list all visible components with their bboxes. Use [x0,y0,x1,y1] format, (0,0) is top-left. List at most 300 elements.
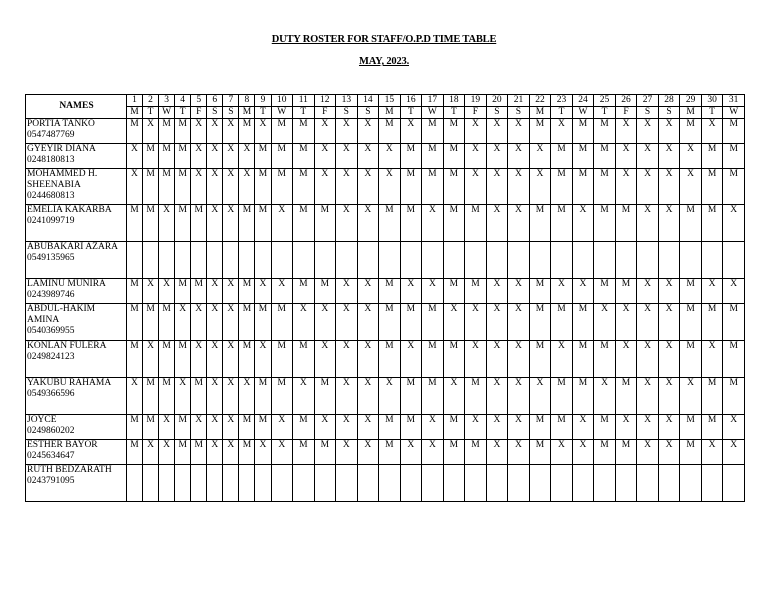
staff-phone: 0244680813 [27,191,75,201]
weekday-cell: F [615,107,637,119]
shift-cell: M [379,119,401,144]
shift-cell: X [126,169,142,205]
shift-cell: M [255,415,271,440]
weekday-cell: T [551,107,573,119]
shift-cell: X [572,279,594,304]
shift-cell: X [207,205,223,242]
weekday-cell: T [143,107,159,119]
date-cell: 12 [314,95,336,107]
shift-cell: X [336,169,358,205]
date-cell: 16 [400,95,422,107]
shift-cell: M [239,440,255,465]
shift-cell: X [314,119,336,144]
shift-cell: X [529,144,551,169]
shift-cell: M [572,144,594,169]
shift-cell: X [637,378,659,415]
shift-cell: X [336,279,358,304]
shift-cell: M [443,279,465,304]
shift-cell: X [293,378,315,415]
shift-cell: X [207,304,223,341]
shift-cell: M [594,144,616,169]
shift-cell: X [207,119,223,144]
shift-cell: X [658,304,680,341]
shift-cell: M [680,341,702,378]
shift-cell: M [465,205,487,242]
shift-cell: M [422,304,444,341]
shift-cell: X [486,440,508,465]
date-cell: 4 [175,95,191,107]
shift-cell: X [615,119,637,144]
shift-cell: M [594,279,616,304]
staff-row [26,279,745,304]
shift-cell: X [723,279,745,304]
staff-name-cell [26,440,127,465]
shift-cell: X [357,279,379,304]
shift-cell [336,465,358,502]
shift-cell [293,242,315,279]
staff-row [26,169,745,205]
shift-cell: M [723,119,745,144]
staff-name: RUTH BEDZARATH [27,465,112,475]
shift-cell: X [701,440,723,465]
shift-cell [223,242,239,279]
shift-cell: M [422,341,444,378]
weekday-cell: T [175,107,191,119]
staff-name: MOHAMMED H. SHEENABIA [27,169,98,190]
date-cell: 26 [615,95,637,107]
weekday-cell: F [191,107,207,119]
shift-cell: X [314,415,336,440]
shift-cell: X [255,279,271,304]
shift-cell: X [701,341,723,378]
shift-cell: X [357,304,379,341]
shift-cell: X [680,144,702,169]
shift-cell: M [701,205,723,242]
date-cell: 5 [191,95,207,107]
shift-cell: M [615,279,637,304]
dates-row [26,95,745,107]
staff-phone: 0241099719 [27,216,75,226]
weekday-cell: W [159,107,175,119]
date-cell: 23 [551,95,573,107]
shift-cell: X [422,205,444,242]
shift-cell: X [486,169,508,205]
shift-cell: X [486,378,508,415]
shift-cell: M [175,440,191,465]
weekday-cell: S [637,107,659,119]
shift-cell [223,465,239,502]
roster-title: DUTY ROSTER FOR STAFF/O.P.D TIME TABLE [271,34,497,45]
shift-cell: M [680,205,702,242]
shift-cell: X [508,415,530,440]
shift-cell: M [159,169,175,205]
shift-cell: X [357,341,379,378]
staff-name-cell [26,169,127,205]
shift-cell: X [271,205,293,242]
shift-cell [443,465,465,502]
shift-cell: X [191,119,207,144]
date-cell: 25 [594,95,616,107]
shift-cell: X [615,341,637,378]
shift-cell: X [336,415,358,440]
weekday-cell: T [255,107,271,119]
shift-cell: X [357,205,379,242]
staff-phone: 0245634647 [27,451,75,461]
date-cell: 27 [637,95,659,107]
shift-cell: X [422,415,444,440]
shift-cell [572,465,594,502]
weekdays-row [26,107,745,119]
shift-cell [486,242,508,279]
shift-cell [126,465,142,502]
shift-cell: X [486,341,508,378]
shift-cell: X [314,341,336,378]
shift-cell: X [357,144,379,169]
staff-row [26,119,745,144]
shift-cell: M [175,279,191,304]
shift-cell: M [594,341,616,378]
staff-row [26,465,745,502]
shift-cell: M [175,341,191,378]
shift-cell: M [680,415,702,440]
staff-name-cell [26,205,127,242]
shift-cell: X [486,279,508,304]
shift-cell: M [271,304,293,341]
shift-cell: X [486,205,508,242]
shift-cell: X [615,169,637,205]
shift-cell: X [191,144,207,169]
shift-cell: M [723,144,745,169]
shift-cell [143,465,159,502]
shift-cell: M [551,205,573,242]
shift-cell: M [551,169,573,205]
shift-cell: M [723,378,745,415]
staff-row [26,205,745,242]
shift-cell: M [239,341,255,378]
date-cell: 24 [572,95,594,107]
shift-cell: M [680,119,702,144]
shift-cell: M [175,119,191,144]
shift-cell [594,465,616,502]
staff-name-cell [26,341,127,378]
staff-phone: 0249860202 [27,426,75,436]
shift-cell: M [293,341,315,378]
shift-cell: X [443,304,465,341]
staff-name: JOYCE [27,415,57,425]
staff-name-cell [26,279,127,304]
shift-cell: X [239,378,255,415]
shift-cell: X [255,341,271,378]
date-cell: 15 [379,95,401,107]
shift-cell [239,242,255,279]
shift-cell: X [680,378,702,415]
shift-cell: X [239,144,255,169]
date-cell: 11 [293,95,315,107]
shift-cell: M [314,279,336,304]
weekday-cell: W [422,107,444,119]
shift-cell [357,465,379,502]
shift-cell: M [422,169,444,205]
shift-cell: M [615,205,637,242]
shift-cell: M [680,304,702,341]
weekday-cell: T [594,107,616,119]
shift-cell: X [465,304,487,341]
shift-cell: X [465,119,487,144]
shift-cell: X [637,119,659,144]
shift-cell: M [175,144,191,169]
shift-cell: X [357,119,379,144]
shift-cell: X [572,205,594,242]
shift-cell: M [143,144,159,169]
shift-cell: X [615,144,637,169]
shift-cell: M [529,205,551,242]
shift-cell: X [701,279,723,304]
shift-cell [658,242,680,279]
staff-row [26,341,745,378]
shift-cell: M [255,304,271,341]
shift-cell: X [191,304,207,341]
shift-cell: X [336,378,358,415]
shift-cell: X [680,169,702,205]
shift-cell: X [508,341,530,378]
shift-cell: M [126,304,142,341]
shift-cell [293,465,315,502]
shift-cell: X [207,341,223,378]
shift-cell: M [379,415,401,440]
shift-cell: X [723,440,745,465]
shift-cell [723,465,745,502]
shift-cell: X [143,440,159,465]
shift-cell [400,465,422,502]
shift-cell: M [529,440,551,465]
shift-cell: X [465,169,487,205]
shift-cell: X [637,144,659,169]
weekday-cell: F [314,107,336,119]
date-cell: 22 [529,95,551,107]
shift-cell: X [379,144,401,169]
shift-cell: X [658,440,680,465]
shift-cell: M [126,119,142,144]
shift-cell: X [271,440,293,465]
shift-cell: X [379,378,401,415]
shift-cell: X [207,440,223,465]
date-cell: 14 [357,95,379,107]
shift-cell: X [336,440,358,465]
weekday-cell: T [293,107,315,119]
shift-cell [191,242,207,279]
shift-cell: X [255,440,271,465]
shift-cell: X [336,144,358,169]
shift-cell: M [293,205,315,242]
shift-cell: X [508,205,530,242]
shift-cell: X [143,341,159,378]
weekday-cell: T [443,107,465,119]
shift-cell: X [223,279,239,304]
shift-cell: M [400,169,422,205]
shift-cell [379,242,401,279]
shift-cell: M [271,378,293,415]
shift-cell: X [191,169,207,205]
shift-cell [143,242,159,279]
staff-row [26,242,745,279]
shift-cell: X [486,144,508,169]
shift-cell [680,465,702,502]
shift-cell: M [126,341,142,378]
shift-cell: M [680,440,702,465]
shift-cell: M [255,205,271,242]
shift-cell: M [529,341,551,378]
duty-roster-table [25,94,745,502]
shift-cell: X [336,341,358,378]
shift-cell: X [400,279,422,304]
shift-cell: X [159,440,175,465]
shift-cell: M [159,119,175,144]
shift-cell [191,465,207,502]
shift-cell: X [255,119,271,144]
shift-cell: X [508,279,530,304]
staff-name: ABDUL-HAKIM AMINA [27,304,96,325]
staff-phone: 0243791095 [27,476,75,486]
shift-cell: M [191,205,207,242]
staff-phone: 0243989746 [27,290,75,300]
shift-cell: M [723,169,745,205]
staff-phone: 0549135965 [27,253,75,263]
date-cell: 17 [422,95,444,107]
shift-cell [175,465,191,502]
date-cell: 7 [223,95,239,107]
shift-cell: X [223,119,239,144]
shift-cell: M [594,415,616,440]
shift-cell: M [314,378,336,415]
shift-cell: M [126,279,142,304]
shift-cell: M [422,378,444,415]
shift-cell: X [572,440,594,465]
date-cell: 6 [207,95,223,107]
staff-row [26,415,745,440]
shift-cell: X [637,205,659,242]
staff-row [26,144,745,169]
shift-cell [508,465,530,502]
shift-cell: M [701,415,723,440]
shift-cell: X [175,304,191,341]
shift-cell: M [271,144,293,169]
shift-cell: X [529,169,551,205]
shift-cell: M [293,119,315,144]
shift-cell: M [239,415,255,440]
shift-cell: M [400,415,422,440]
shift-cell [637,465,659,502]
shift-cell [159,465,175,502]
shift-cell [615,465,637,502]
shift-cell: M [400,378,422,415]
weekday-cell: T [701,107,723,119]
shift-cell: M [191,378,207,415]
shift-cell: X [223,144,239,169]
staff-name-cell [26,378,127,415]
shift-cell: X [658,341,680,378]
shift-cell [175,242,191,279]
shift-cell: X [336,119,358,144]
shift-cell [551,465,573,502]
shift-cell: X [637,341,659,378]
shift-cell: X [223,341,239,378]
staff-name: KONLAN FULERA [27,341,107,351]
shift-cell: M [551,304,573,341]
shift-cell: M [529,415,551,440]
shift-cell: X [615,304,637,341]
shift-cell: X [143,119,159,144]
date-cell: 31 [723,95,745,107]
shift-cell: X [465,415,487,440]
shift-cell: X [191,341,207,378]
shift-cell: X [223,440,239,465]
weekday-cell: W [572,107,594,119]
shift-cell: X [508,169,530,205]
shift-cell [126,242,142,279]
shift-cell: X [465,144,487,169]
date-cell: 1 [126,95,142,107]
shift-cell: X [314,169,336,205]
shift-cell: M [551,378,573,415]
shift-cell: X [207,415,223,440]
date-cell: 3 [159,95,175,107]
shift-cell: X [572,415,594,440]
shift-cell: X [486,304,508,341]
staff-name: ESTHER BAYOR [27,440,98,450]
shift-cell: M [465,378,487,415]
shift-cell: M [175,205,191,242]
shift-cell: M [680,279,702,304]
shift-cell: M [443,205,465,242]
shift-cell: M [143,205,159,242]
staff-name: GYEYIR DIANA [27,144,96,154]
shift-cell: M [379,279,401,304]
shift-cell: X [658,144,680,169]
shift-cell: X [239,169,255,205]
shift-cell: X [701,119,723,144]
shift-cell: M [293,279,315,304]
shift-cell: M [400,304,422,341]
shift-cell: X [207,378,223,415]
weekday-cell: W [271,107,293,119]
shift-cell: M [143,415,159,440]
staff-phone: 0540369955 [27,326,75,336]
shift-cell: M [143,304,159,341]
staff-name-cell [26,304,127,341]
shift-cell: M [293,440,315,465]
shift-cell: X [615,415,637,440]
shift-cell: M [594,440,616,465]
date-cell: 9 [255,95,271,107]
shift-cell: M [255,169,271,205]
shift-cell: X [529,378,551,415]
shift-cell: X [357,440,379,465]
weekday-cell: S [336,107,358,119]
shift-cell: X [223,415,239,440]
shift-cell: X [159,415,175,440]
shift-cell: X [400,341,422,378]
shift-cell [680,242,702,279]
shift-cell: M [239,304,255,341]
shift-cell [572,242,594,279]
shift-cell [443,242,465,279]
weekday-cell: M [529,107,551,119]
staff-name-cell [26,144,127,169]
shift-cell: M [701,304,723,341]
shift-cell: X [658,169,680,205]
shift-cell: M [314,440,336,465]
shift-cell: M [143,378,159,415]
